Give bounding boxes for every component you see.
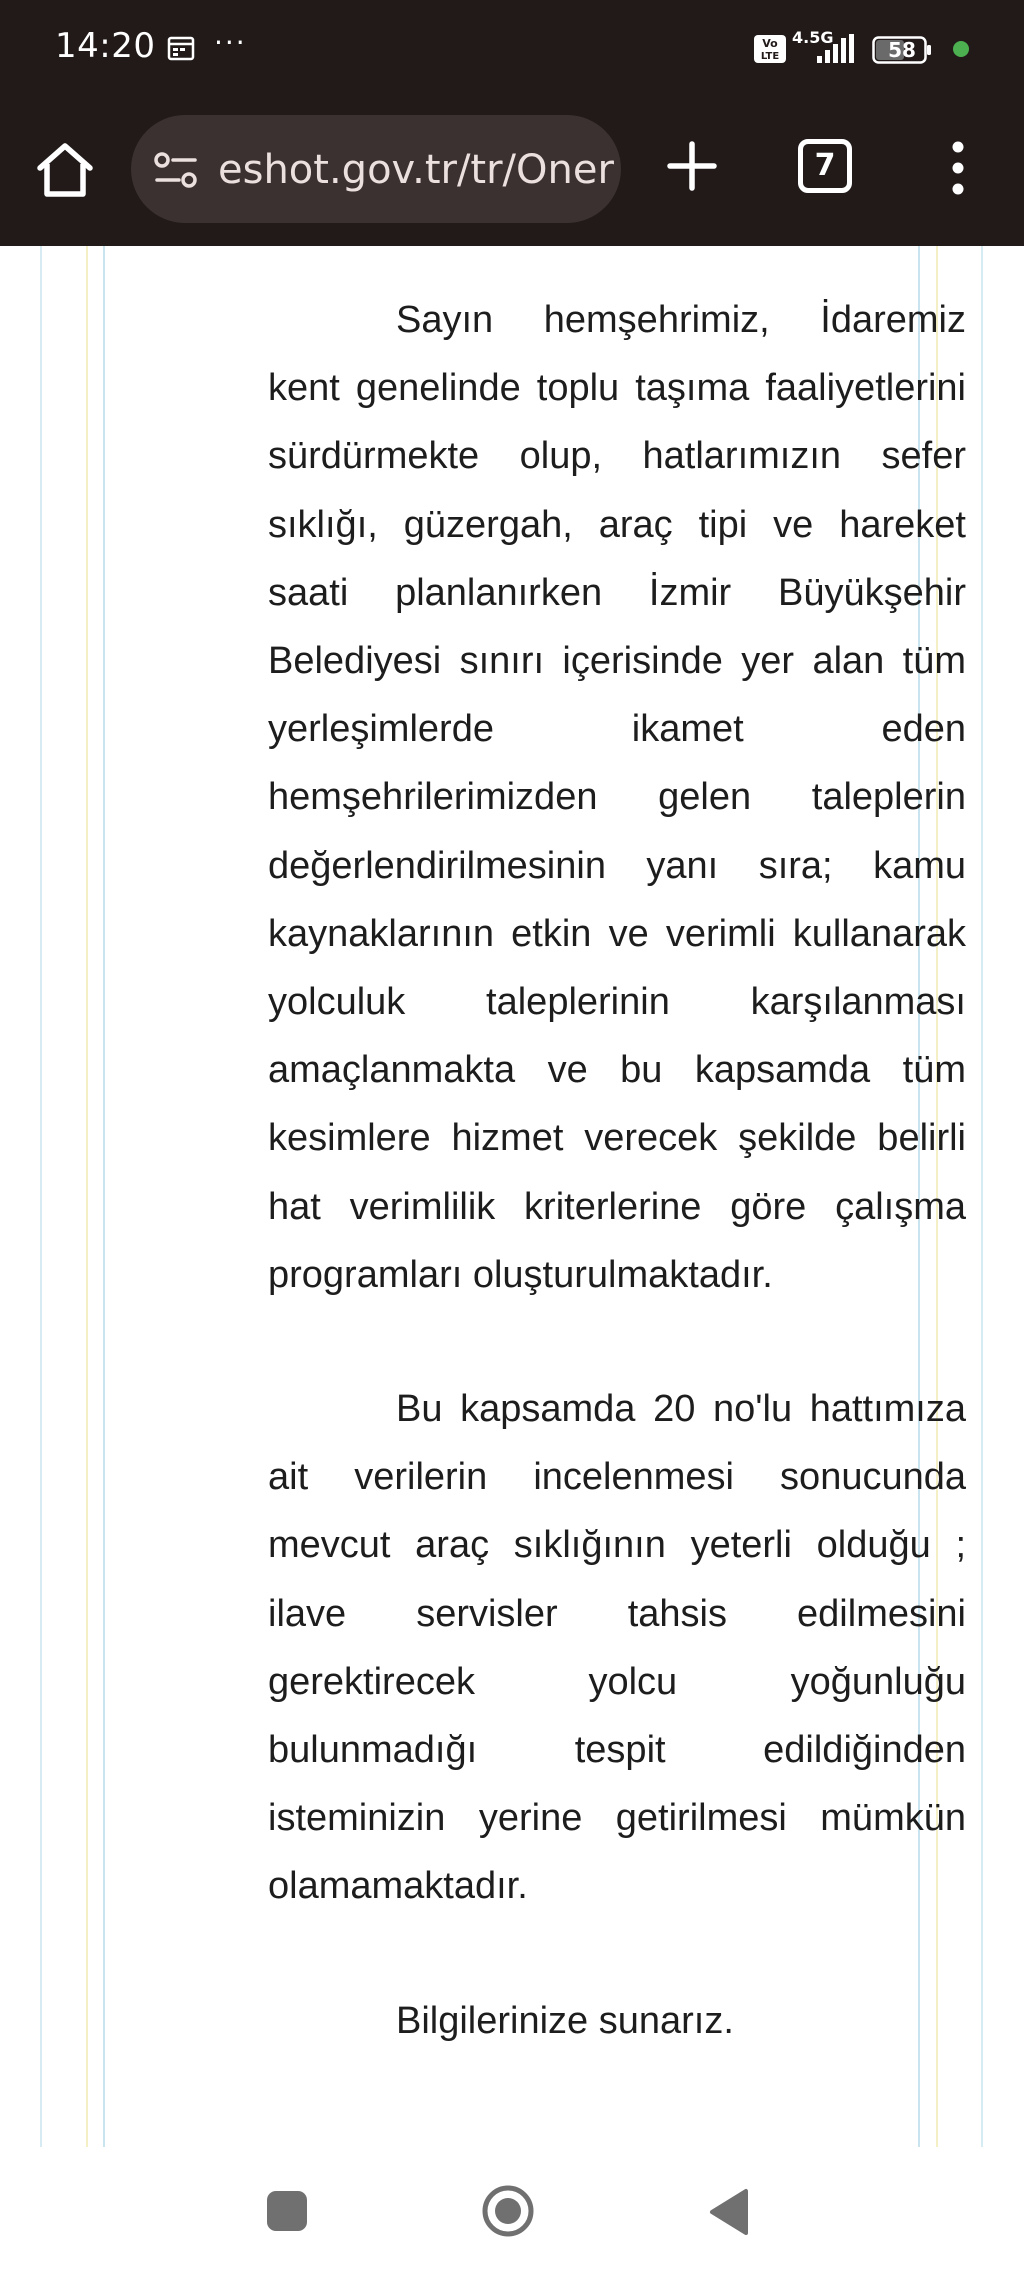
network-type: 4.5G — [792, 28, 834, 47]
recent-apps-icon[interactable] — [267, 2191, 307, 2231]
address-bar[interactable] — [131, 115, 621, 223]
guide-line — [103, 246, 105, 2147]
browser-chrome — [0, 0, 1024, 246]
guide-line — [981, 246, 983, 2147]
new-tab-icon[interactable] — [664, 138, 720, 194]
status-bar — [0, 0, 1024, 100]
system-navigation-bar — [0, 2147, 1024, 2277]
url-text[interactable]: eshot.gov.tr/tr/Oner — [218, 147, 614, 193]
guide-line — [40, 246, 42, 2147]
page-content[interactable] — [0, 246, 1024, 2147]
volte-icon — [753, 34, 787, 64]
more-vert-icon[interactable] — [940, 138, 976, 198]
paragraph: Bu kapsamda 20 no'lu hattımıza ait verilerin incelenmesi sonucunda mevcut araç sıklığının yeterli olduğu ; ilave servisler tahsis edilmesini gerektirecek yolcu yoğunluğu bulunmadığı tespit edildiğinden isteminizin yerine getirilmesi mümkün olamamaktadır. — [268, 1388, 966, 1908]
status-overflow-dots: ··· — [214, 26, 247, 59]
tabs-icon[interactable]: 7 — [798, 139, 852, 193]
calendar-icon — [167, 34, 195, 62]
closing-line: Bilgilerinize sunarız. — [396, 1999, 734, 2042]
site-settings-icon[interactable] — [153, 151, 199, 189]
back-icon[interactable] — [706, 2187, 752, 2237]
svg-text:LTE: LTE — [760, 51, 780, 62]
guide-line — [86, 246, 88, 2147]
battery-level: 58 — [888, 38, 916, 62]
home-icon[interactable] — [32, 138, 98, 204]
svg-text:Vo: Vo — [762, 37, 778, 50]
status-time: 14:20 — [55, 26, 156, 66]
paragraph: Sayın hemşehrimiz, İdaremiz kent genelinde toplu taşıma faaliyetlerini sürdürmekte olup, hatlarımızın sefer sıklığı, güzergah, araç tipi ve hareket saati planlanırken İzmir Büyükşehir Belediyesi sınırı içerisinde yer alan tüm yerleşimlerde ikamet eden hemşehrilerimizden gelen taleplerin değerlendirilmesinin yanı sıra; kamu kaynaklarının etkin ve verimli kullanarak yolculuk taleplerinin karşılanması amaçlanmakta ve bu kapsamda tüm kesimlere hizmet verecek şekilde belirli hat verimlilik kriterlerine göre çalışma programları oluşturulmaktadır. — [268, 299, 966, 1296]
indicator-dot — [953, 41, 969, 57]
signal-icon — [815, 34, 857, 64]
response-letter — [268, 286, 966, 2055]
home-icon[interactable] — [480, 2183, 536, 2239]
